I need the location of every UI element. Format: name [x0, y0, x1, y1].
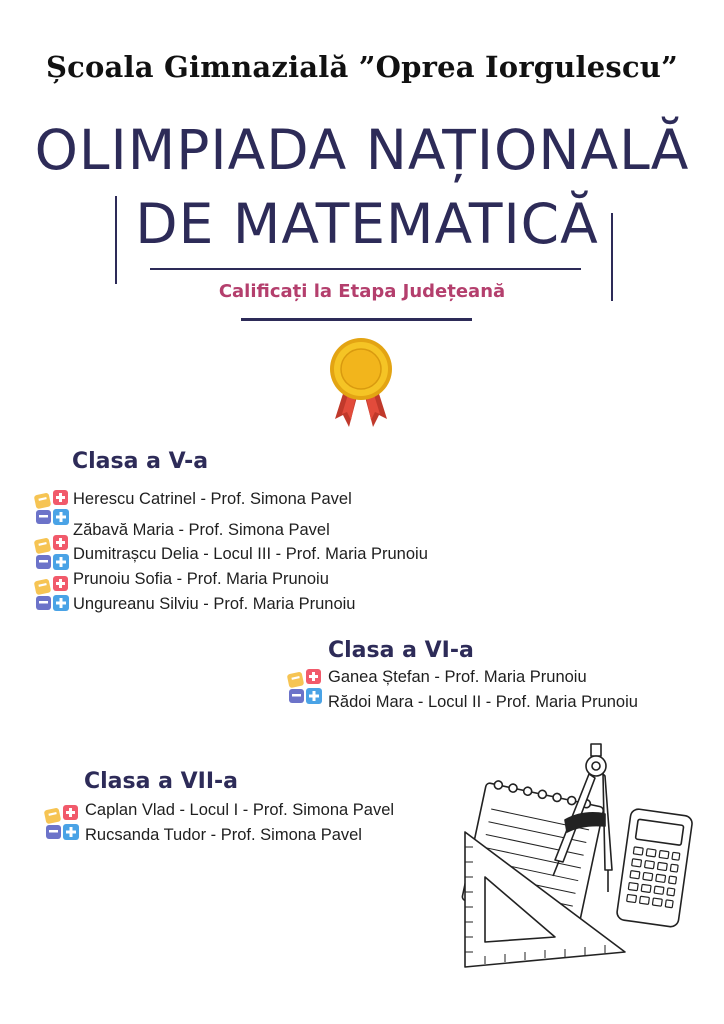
list-item: Herescu Catrinel - Prof. Simona Pavel: [73, 490, 352, 508]
section-heading-clasa-vii: Clasa a VII-a: [84, 769, 239, 794]
school-name: Școala Gimnazială ”Oprea Iorgulescu”: [46, 50, 678, 84]
math-symbols-icon: [42, 804, 82, 842]
subtitle: Calificați la Etapa Județeană: [218, 281, 506, 302]
title-underline: [150, 268, 581, 270]
list-item: Rucsanda Tudor - Prof. Simona Pavel: [85, 826, 362, 844]
math-symbols-icon: [32, 534, 72, 572]
list-item: Ungureanu Silviu - Prof. Maria Prunoiu: [73, 595, 356, 613]
title-left-bar: [115, 196, 117, 284]
medal-icon: [325, 337, 397, 431]
subtitle-underline: [241, 318, 472, 321]
title-line-1: OLIMPIADA NAȚIONALĂ: [34, 118, 690, 182]
section-heading-clasa-v: Clasa a V-a: [72, 449, 209, 474]
math-symbols-icon: [32, 489, 72, 527]
math-symbols-icon: [285, 668, 325, 706]
geometry-tools-illustration: [455, 742, 695, 982]
list-item: Prunoiu Sofia - Prof. Maria Prunoiu: [73, 570, 329, 588]
list-item: Ganea Ștefan - Prof. Maria Prunoiu: [328, 668, 587, 686]
math-symbols-icon: [32, 575, 72, 613]
section-heading-clasa-vi: Clasa a VI-a: [328, 638, 474, 663]
title-line-2: DE MATEMATICĂ: [135, 192, 599, 256]
list-item: Rădoi Mara - Locul II - Prof. Maria Prunoiu: [328, 693, 638, 711]
list-item: Zăbavă Maria - Prof. Simona Pavel: [73, 521, 330, 539]
list-item: Dumitrașcu Delia - Locul III - Prof. Maria Prunoiu: [73, 545, 428, 563]
list-item: Caplan Vlad - Locul I - Prof. Simona Pavel: [85, 801, 395, 819]
